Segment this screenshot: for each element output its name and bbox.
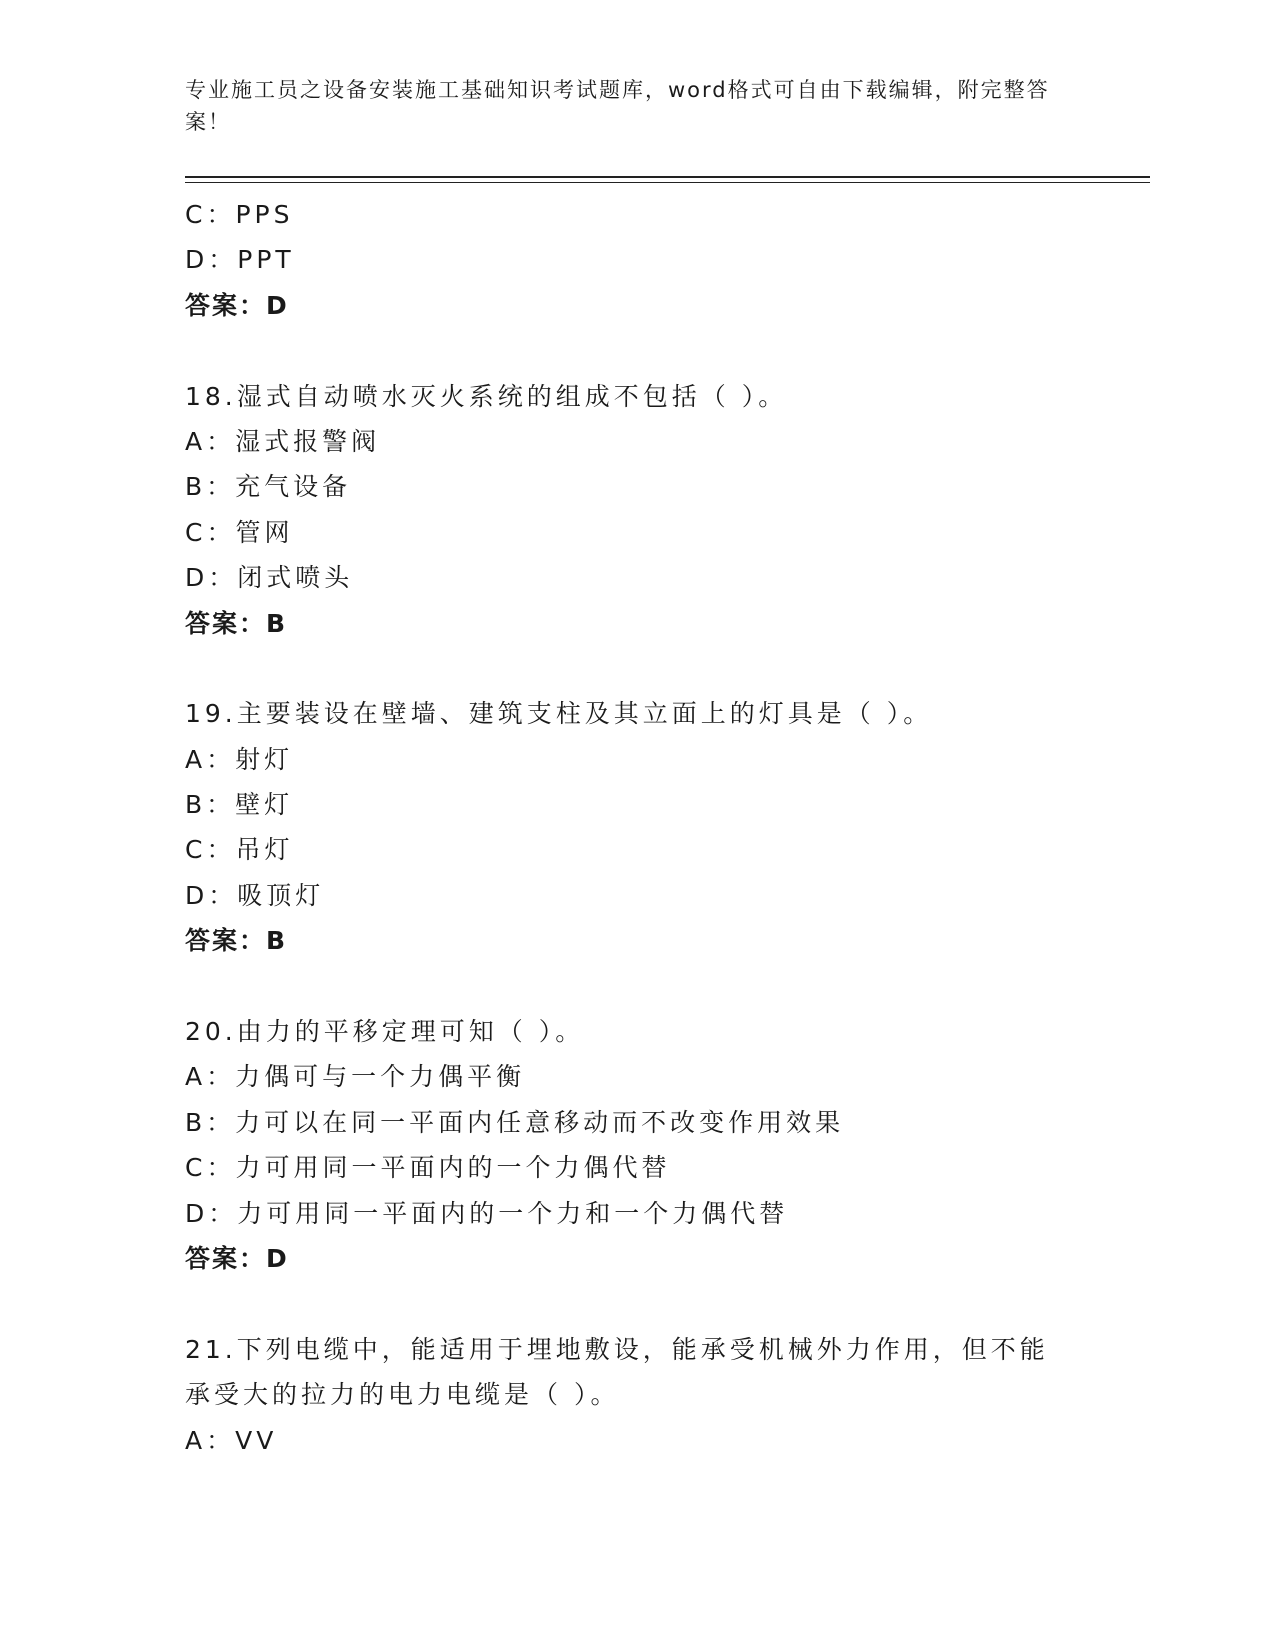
option-line: B：壁灯 [185, 790, 294, 820]
spacer [185, 964, 1085, 1009]
answer-line: 答案：D [185, 1243, 289, 1273]
question-19: 19.主要装设在壁墙、建筑支柱及其立面上的灯具是（ ）。 [185, 699, 933, 729]
option-line: D：力可用同一平面内的一个力和一个力偶代替 [185, 1198, 789, 1228]
option-line: D：PPT [185, 245, 295, 275]
option-line: B：力可以在同一平面内任意移动而不改变作用效果 [185, 1107, 845, 1137]
option-line: A：射灯 [185, 744, 294, 774]
spacer [185, 328, 1085, 373]
option-line: C：PPS [185, 200, 294, 229]
header-divider-thin [185, 182, 1150, 183]
spacer [185, 1281, 1085, 1326]
header-divider-thick [185, 176, 1150, 178]
option-line: A：力偶可与一个力偶平衡 [185, 1062, 526, 1092]
question-list [185, 192, 1085, 1463]
option-line: D：闭式喷头 [185, 563, 354, 593]
option-line: C：吊灯 [185, 835, 294, 865]
spacer [185, 646, 1085, 691]
option-line: A：VV [185, 1425, 278, 1455]
option-line: D：吸顶灯 [185, 880, 325, 910]
answer-line: 答案：D [185, 290, 289, 320]
page-header: 专业施工员之设备安装施工基础知识考试题库，word格式可自由下载编辑，附完整答案！ [185, 78, 1050, 134]
answer-line: 答案：B [185, 926, 288, 956]
option-line: A：湿式报警阀 [185, 426, 381, 456]
option-line: C：力可用同一平面内的一个力偶代替 [185, 1153, 671, 1183]
question-18: 18.湿式自动喷水灭火系统的组成不包括（ ）。 [185, 381, 788, 411]
answer-line: 答案：B [185, 608, 288, 638]
option-line: C：管网 [185, 517, 294, 547]
question-20: 20.由力的平移定理可知（ ）。 [185, 1017, 585, 1047]
question-21: 21.下列电缆中，能适用于埋地敷设，能承受机械外力作用，但不能承受大的拉力的电力电缆是（ ）。 [185, 1334, 1049, 1410]
option-line: B：充气设备 [185, 472, 352, 502]
